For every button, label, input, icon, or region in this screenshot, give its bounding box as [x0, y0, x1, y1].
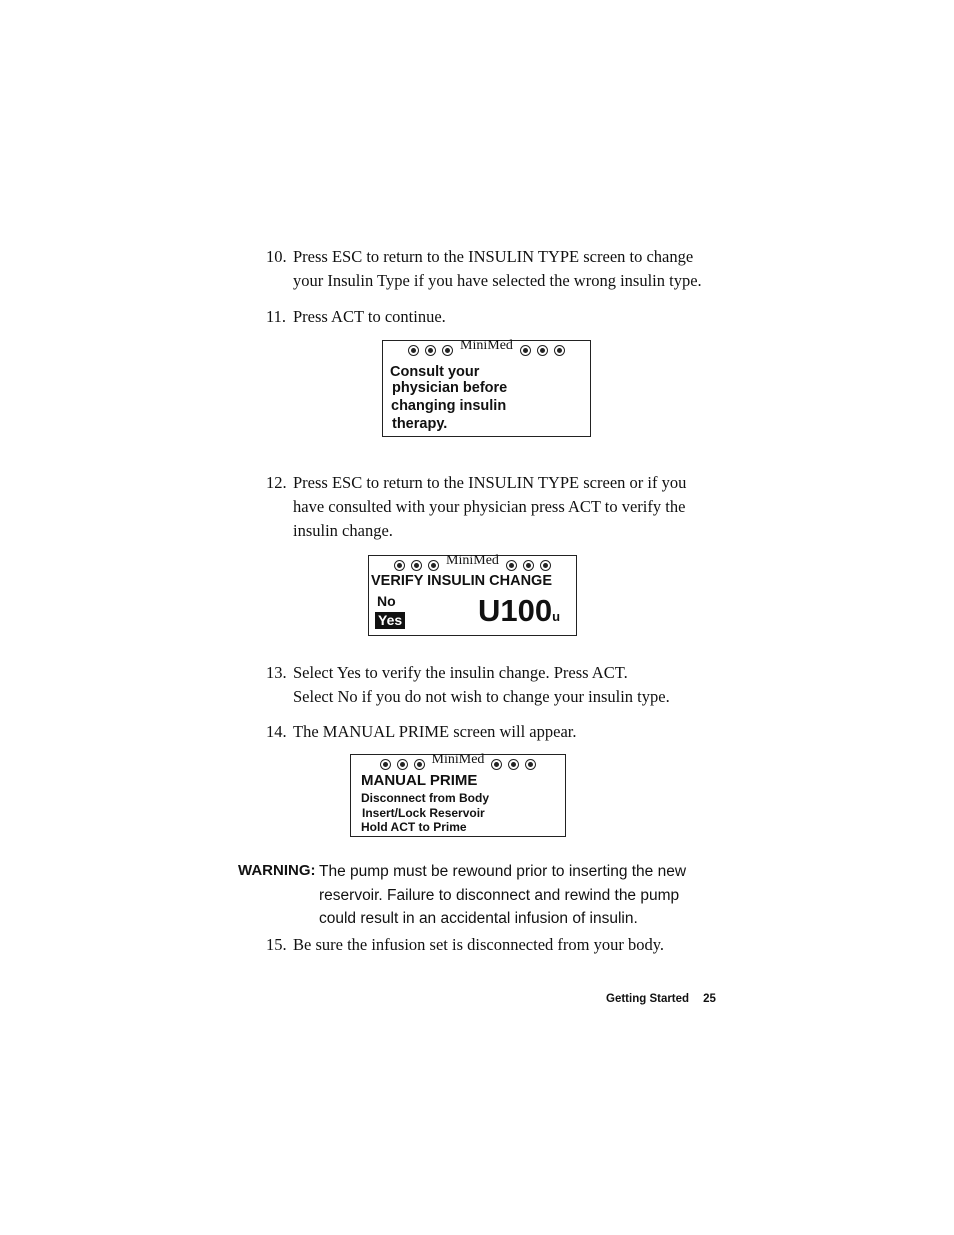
- brand-logo: MiniMed: [431, 752, 485, 767]
- step-14: [266, 720, 746, 744]
- warning-line: reservoir. Failure to disconnect and rewind the pump: [319, 886, 680, 904]
- button-dot-icon: [442, 345, 453, 356]
- step-text-line: your Insulin Type if you have selected the wrong insulin type.: [293, 271, 702, 290]
- button-dot-icon: [414, 759, 425, 770]
- page-footer: [606, 993, 716, 1005]
- step-number: 13.: [266, 663, 287, 682]
- screen-text-line: Hold ACT to Prime: [361, 820, 467, 834]
- button-dot-icon: [508, 759, 519, 770]
- step-13: [266, 661, 746, 709]
- screen-text-line: Disconnect from Body: [361, 791, 490, 805]
- screen-text-line: Consult your: [390, 364, 480, 380]
- step-text-line: Press ESC to return to the INSULIN TYPE screen to change: [293, 247, 694, 266]
- insulin-unit: u: [552, 609, 561, 624]
- screen-header: [351, 752, 565, 773]
- step-text-line: Press ESC to return to the INSULIN TYPE screen or if you: [293, 473, 687, 492]
- button-dot-icon: [408, 345, 419, 356]
- button-dot-icon: [411, 560, 422, 571]
- insulin-type-value: U100: [478, 593, 553, 628]
- step-number: 10.: [266, 247, 287, 266]
- step-number: 12.: [266, 473, 287, 492]
- pump-screen-verify: [368, 555, 577, 636]
- option-yes-selected: Yes: [375, 612, 405, 629]
- step-12: [266, 471, 746, 543]
- step-text-line: Press ACT to continue.: [293, 307, 446, 326]
- warning-label: WARNING:: [238, 862, 316, 879]
- button-dot-icon: [394, 560, 405, 571]
- step-number: 11.: [266, 307, 287, 326]
- pump-screen-consult: [382, 340, 591, 437]
- step-text-line: Select No if you do not wish to change your insulin type.: [293, 687, 670, 706]
- button-dot-icon: [525, 759, 536, 770]
- step-text-line: have consulted with your physician press ACT to verify the: [293, 497, 686, 516]
- screen-text-line: changing insulin: [391, 398, 507, 414]
- step-text-line: The MANUAL PRIME screen will appear.: [293, 722, 577, 741]
- button-dot-icon: [491, 759, 502, 770]
- section-name: Getting Started: [606, 993, 690, 1005]
- button-dot-icon: [428, 560, 439, 571]
- step-15: [266, 933, 746, 957]
- step-text-line: Be sure the infusion set is disconnected from your body.: [293, 935, 665, 954]
- warning-text: [319, 860, 749, 931]
- warning-line: could result in an accidental infusion of insulin.: [319, 910, 638, 927]
- warning-line: The pump must be rewound prior to inserting the new: [319, 863, 687, 880]
- page-number: 25: [703, 993, 716, 1005]
- brand-logo: MiniMed: [446, 553, 499, 568]
- step-number: 15.: [266, 935, 287, 954]
- pump-screen-manual-prime: [350, 754, 566, 837]
- step-number: 14.: [266, 722, 287, 741]
- step-text-line: insulin change.: [293, 521, 393, 540]
- screen-title: MANUAL PRIME: [361, 772, 478, 789]
- screen-header: [369, 553, 576, 574]
- step-text-line: Select Yes to verify the insulin change. Press ACT.: [293, 663, 628, 682]
- button-dot-icon: [380, 759, 391, 770]
- step-11: [266, 305, 746, 329]
- screen-title: VERIFY INSULIN CHANGE: [371, 573, 553, 589]
- button-dot-icon: [540, 560, 551, 571]
- screen-text-line: physician before: [392, 380, 508, 396]
- button-dot-icon: [537, 345, 548, 356]
- screen-header: [383, 338, 590, 359]
- screen-text-line: Insert/Lock Reservoir: [362, 806, 485, 820]
- button-dot-icon: [523, 560, 534, 571]
- button-dot-icon: [506, 560, 517, 571]
- brand-logo: MiniMed: [460, 338, 513, 353]
- button-dot-icon: [520, 345, 531, 356]
- screen-text-line: therapy.: [392, 416, 448, 432]
- step-10: [266, 245, 746, 293]
- button-dot-icon: [554, 345, 565, 356]
- insulin-value: [478, 594, 560, 634]
- button-dot-icon: [397, 759, 408, 770]
- button-dot-icon: [425, 345, 436, 356]
- option-no: No: [377, 593, 396, 609]
